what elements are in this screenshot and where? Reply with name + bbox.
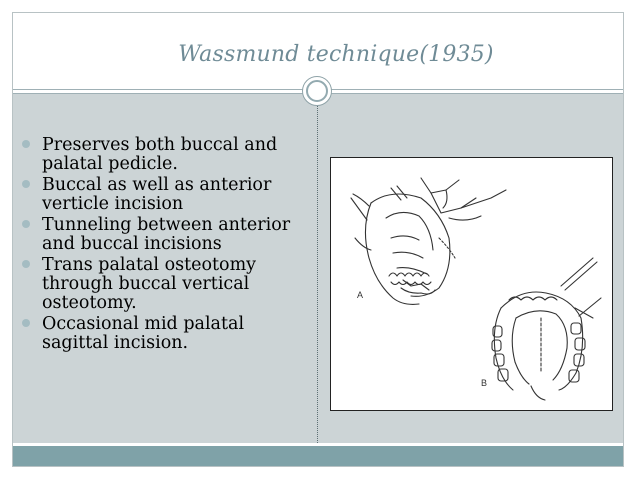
bullet-text: Tunneling between anterior and buccal incisions	[42, 215, 291, 254]
bullet-dot-icon	[22, 260, 30, 268]
bullet-item	[20, 176, 312, 214]
column-divider	[317, 95, 318, 443]
bullet-text: Trans palatal osteotomy through buccal vertical osteotomy.	[42, 255, 257, 313]
footer-line	[13, 443, 623, 444]
bullet-dot-icon	[22, 140, 30, 148]
bullet-item	[20, 216, 312, 254]
bullet-dot-icon	[22, 180, 30, 188]
bullet-dot-icon	[22, 319, 30, 327]
ring-ornament-inner	[306, 80, 328, 102]
bullet-item	[20, 315, 312, 353]
bullet-item	[20, 136, 312, 174]
footer-bar	[13, 446, 623, 466]
bullet-dot-icon	[22, 220, 30, 228]
bullet-list	[20, 136, 312, 355]
bullet-text: Buccal as well as anterior verticle incision	[42, 175, 272, 214]
bullet-text: Preserves both buccal and palatal pedicle.	[42, 135, 278, 174]
surgical-illustration	[330, 157, 613, 411]
figure-label-a: A	[357, 290, 364, 300]
bullet-text: Occasional mid palatal sagittal incision.	[42, 314, 245, 353]
figure-label-b: B	[481, 378, 488, 388]
slide-title: Wassmund technique(1935)	[178, 42, 494, 67]
bullet-item	[20, 256, 312, 313]
illustration-drawing	[331, 158, 611, 409]
